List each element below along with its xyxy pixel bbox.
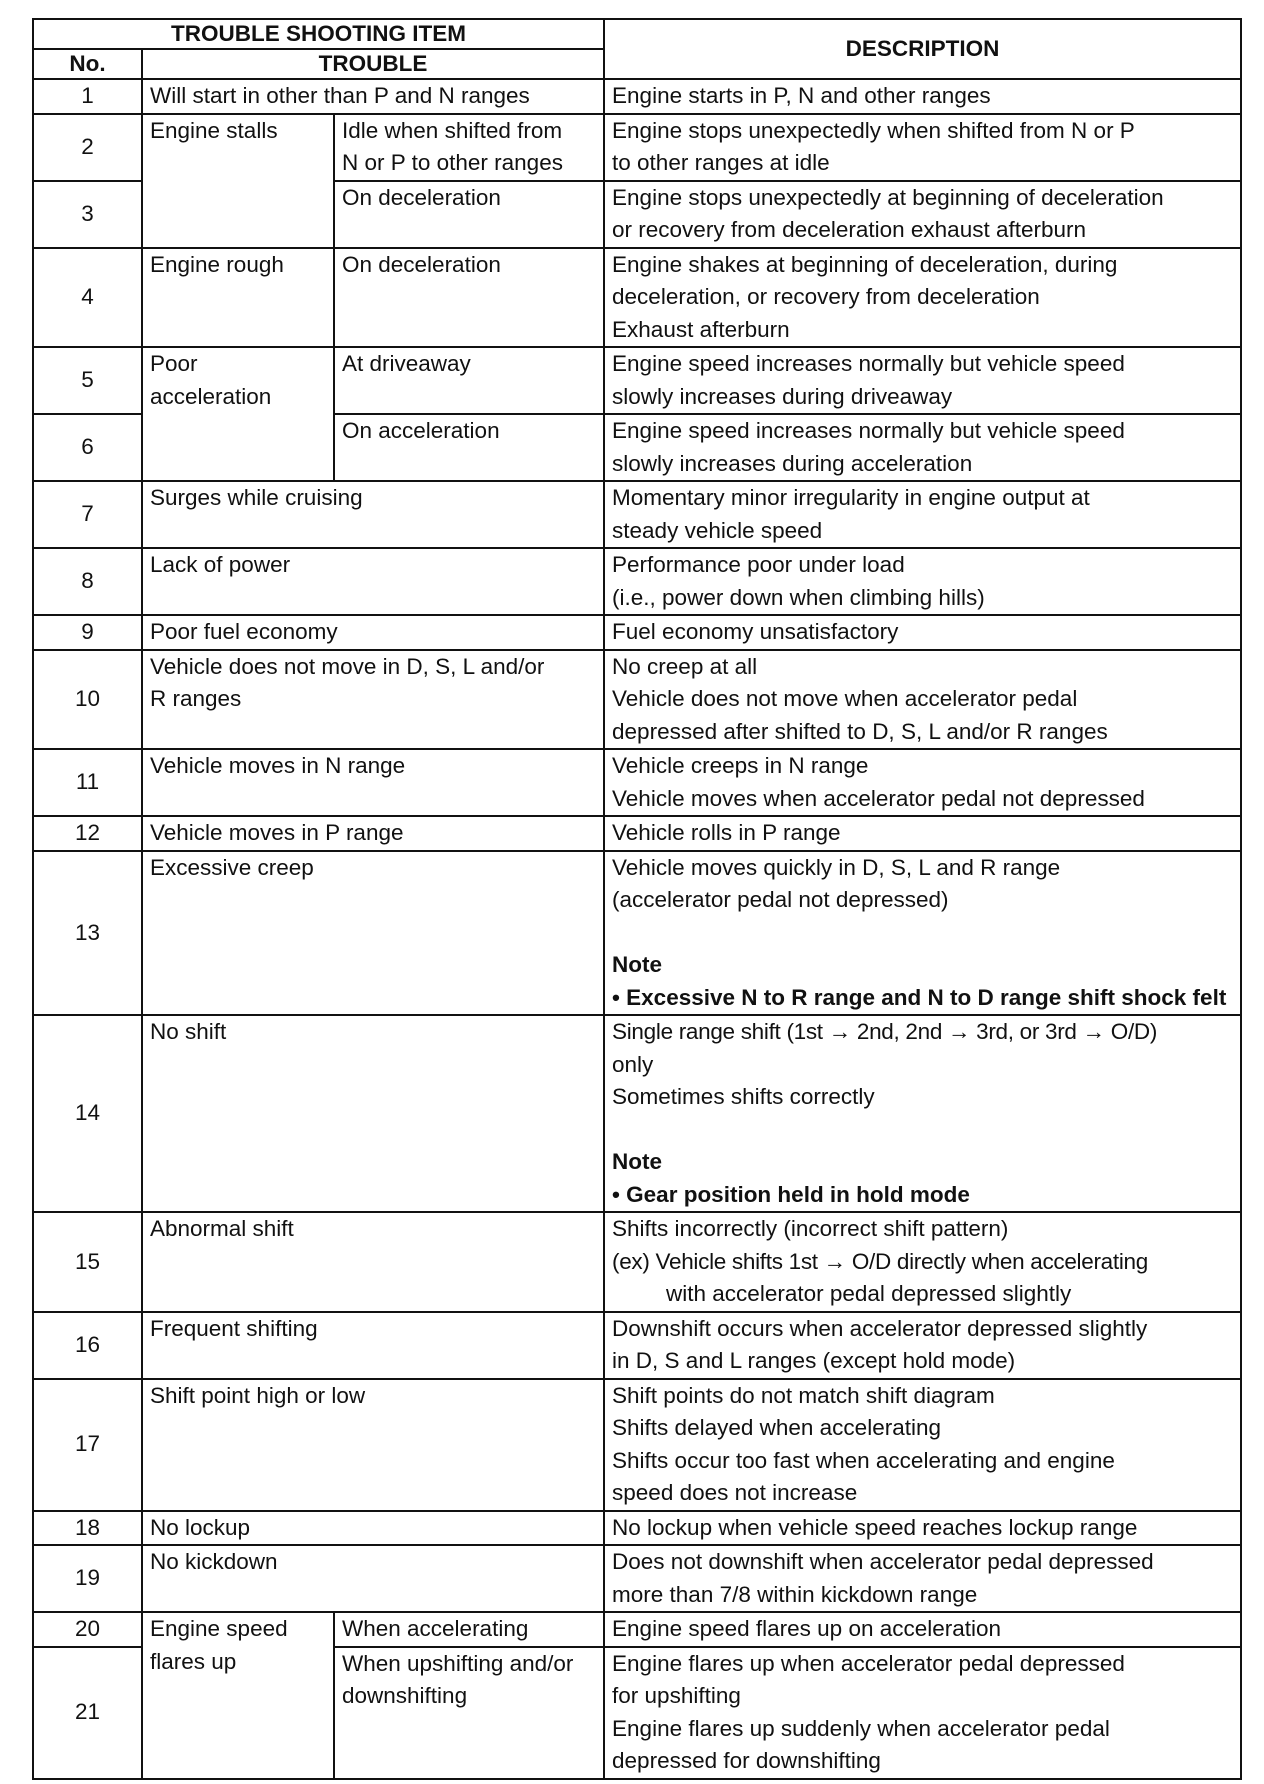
table-row [33,548,1241,615]
row-number: 17 [33,1379,142,1511]
trouble-cell: Vehicle does not move in D, S, L and/or R ranges [142,650,604,750]
trouble-condition-cell: At driveaway [334,347,604,414]
table-row [33,1612,1241,1647]
row-number: 11 [33,749,142,816]
note-label: Note [612,952,663,977]
row-number: 14 [33,1015,142,1212]
header-trouble: TROUBLE [142,49,604,79]
trouble-cell: Surges while cruising [142,481,604,548]
table-row [33,1545,1241,1612]
description-cell: Engine starts in P, N and other ranges [604,79,1241,114]
trouble-condition-cell: On deceleration [334,248,604,348]
description-cell: No lockup when vehicle speed reaches lockup range [604,1511,1241,1546]
row-number: 6 [33,414,142,481]
description-cell: Vehicle moves quickly in D, S, L and R range (accelerator pedal not depressed) Note • Excessive N to R range and N to D range shift shock felt [604,851,1241,1016]
description-cell: Fuel economy unsatisfactory [604,615,1241,650]
trouble-condition-cell: When upshifting and/or downshifting [334,1647,604,1779]
table-row [33,79,1241,114]
description-cell: Engine speed increases normally but vehicle speed slowly increases during acceleration [604,414,1241,481]
row-number: 19 [33,1545,142,1612]
row-number: 10 [33,650,142,750]
trouble-cell: No lockup [142,1511,604,1546]
row-number: 3 [33,181,142,248]
trouble-cell: No kickdown [142,1545,604,1612]
note-label: Note [612,1149,663,1174]
table-row [33,851,1241,1016]
trouble-cell: Frequent shifting [142,1312,604,1379]
header-no: No. [33,49,142,79]
trouble-cell: No shift [142,1015,604,1212]
row-number: 5 [33,347,142,414]
row-number: 21 [33,1647,142,1779]
row-number: 1 [33,79,142,114]
trouble-condition-cell: On acceleration [334,414,604,481]
trouble-cell: Poor acceleration [142,347,334,481]
row-number: 15 [33,1212,142,1312]
description-cell: Vehicle creeps in N range Vehicle moves when accelerator pedal not depressed [604,749,1241,816]
trouble-cell: Engine rough [142,248,334,348]
trouble-condition-cell: When accelerating [334,1612,604,1647]
note-text: • Excessive N to R range and N to D range shift shock felt [612,984,1227,1010]
trouble-cell: Engine speed flares up [142,1612,334,1779]
table-row [33,816,1241,851]
table-row [33,114,1241,181]
description-cell: Does not downshift when accelerator pedal depressed more than 7/8 within kickdown range [604,1545,1241,1612]
description-cell: Downshift occurs when accelerator depressed slightly in D, S and L ranges (except hold mode) [604,1312,1241,1379]
header-description: DESCRIPTION [604,19,1241,79]
description-cell: Shift points do not match shift diagram Shifts delayed when accelerating Shifts occur too fast when accelerating and engine speed does not increase [604,1379,1241,1511]
table-row [33,1511,1241,1546]
trouble-cell: Vehicle moves in N range [142,749,604,816]
description-cell: Engine speed increases normally but vehicle speed slowly increases during driveaway [604,347,1241,414]
description-cell: Engine shakes at beginning of deceleration, during deceleration, or recovery from deceleration Exhaust afterburn [604,248,1241,348]
row-number: 12 [33,816,142,851]
row-number: 8 [33,548,142,615]
description-cell: Performance poor under load (i.e., power down when climbing hills) [604,548,1241,615]
table-row [33,1312,1241,1379]
row-number: 2 [33,114,142,181]
row-number: 16 [33,1312,142,1379]
trouble-cell: Will start in other than P and N ranges [142,79,604,114]
table-row [33,347,1241,414]
trouble-cell: Lack of power [142,548,604,615]
trouble-cell: Vehicle moves in P range [142,816,604,851]
row-number: 7 [33,481,142,548]
table-row [33,1015,1241,1212]
note-text: • Gear position held in hold mode [612,1181,970,1207]
description-cell: Engine flares up when accelerator pedal depressed for upshifting Engine flares up suddenly when accelerator pedal depressed for downshifting [604,1647,1241,1779]
table-row [33,481,1241,548]
table-row [33,615,1241,650]
row-number: 20 [33,1612,142,1647]
description-cell: Engine stops unexpectedly at beginning of deceleration or recovery from deceleration exhaust afterburn [604,181,1241,248]
description-cell: Single range shift (1st → 2nd, 2nd → 3rd, or 3rd → O/D) only Sometimes shifts correctly Note • Gear position held in hold mode [604,1015,1241,1212]
table-row [33,650,1241,750]
row-number: 13 [33,851,142,1016]
troubleshooting-table [32,18,1242,1780]
table-row [33,1212,1241,1312]
trouble-cell: Abnormal shift [142,1212,604,1312]
trouble-condition-cell: On deceleration [334,181,604,248]
description-cell: No creep at all Vehicle does not move when accelerator pedal depressed after shifted to D, S, L and/or R ranges [604,650,1241,750]
table-row [33,749,1241,816]
trouble-cell: Excessive creep [142,851,604,1016]
table-row [33,248,1241,348]
description-cell: Shifts incorrectly (incorrect shift pattern) (ex) Vehicle shifts 1st → O/D directly when accelerating with accelerator pedal depressed slightly [604,1212,1241,1312]
trouble-cell: Engine stalls [142,114,334,248]
header-group: TROUBLE SHOOTING ITEM [33,19,604,49]
description-cell: Engine stops unexpectedly when shifted from N or P to other ranges at idle [604,114,1241,181]
row-number: 4 [33,248,142,348]
description-cell: Momentary minor irregularity in engine output at steady vehicle speed [604,481,1241,548]
trouble-cell: Shift point high or low [142,1379,604,1511]
row-number: 18 [33,1511,142,1546]
description-cell: Vehicle rolls in P range [604,816,1241,851]
description-cell: Engine speed flares up on acceleration [604,1612,1241,1647]
table-row [33,1379,1241,1511]
trouble-condition-cell: Idle when shifted from N or P to other ranges [334,114,604,181]
row-number: 9 [33,615,142,650]
trouble-cell: Poor fuel economy [142,615,604,650]
